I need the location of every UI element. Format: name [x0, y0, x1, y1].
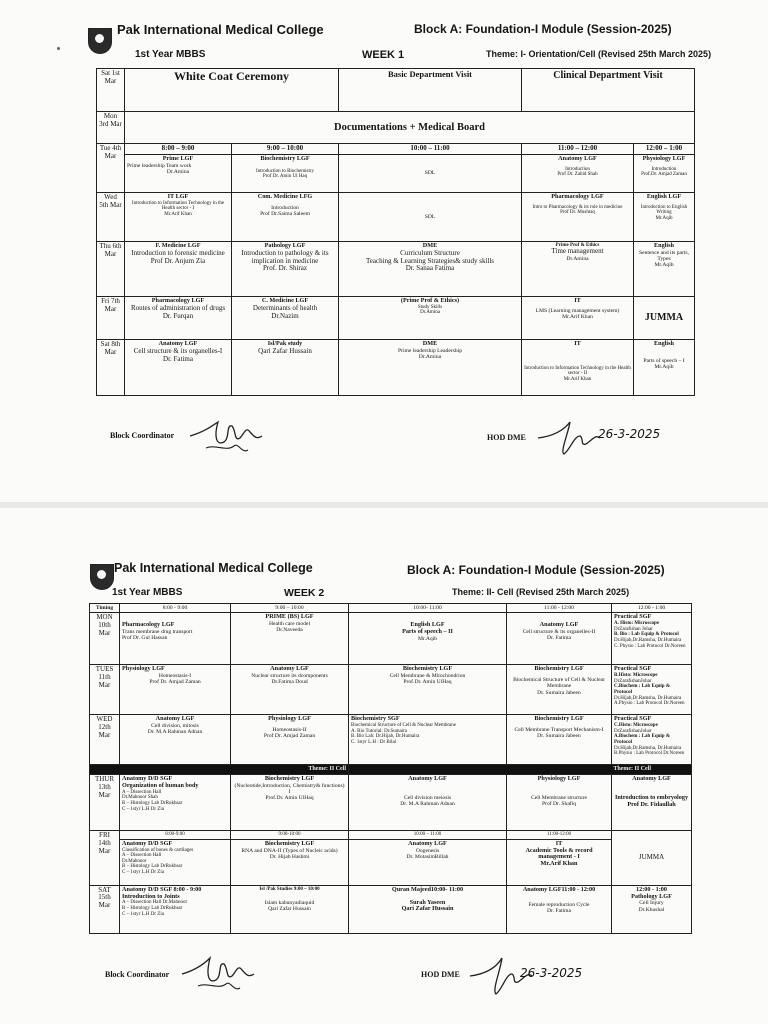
row-sat-8 — [97, 339, 695, 395]
jumma-cell: JUMMA — [634, 296, 695, 339]
row-thu — [97, 241, 695, 296]
session-cell: Quran Majeed10:00- 11:00 Surah Yaseen Qari Zafar Hussain — [349, 885, 507, 933]
theme-label: Theme: I- Orientation/Cell (Revised 25th March 2025) — [486, 49, 712, 59]
time-header: 9:00-10:00 — [231, 830, 349, 839]
session-cell: English LGF Parts of speech – II Mr.Aqib — [349, 613, 507, 665]
day-cell: Sat 8th Mar — [97, 339, 125, 395]
year-label: 1st Year MBBS — [135, 49, 206, 60]
row-fri-times — [90, 830, 692, 839]
session-cell: Physiology LGF Introduction Prof.Dr. Amjad Zaman — [634, 154, 695, 192]
day-cell: MON 10th Mar — [90, 613, 120, 665]
row-tue — [97, 154, 695, 192]
session-cell: Anatomy D/D SGF Classification of bones & cartilages A – Dissection Hall Dr.Mahnoor B – Histology Lab DrRukhsar C – 1styr L.H Dr Zia — [120, 839, 231, 885]
day-cell: FRI 14th Mar — [90, 830, 120, 885]
row-times — [90, 604, 692, 613]
signed-date: 26-3-2025 — [598, 427, 661, 441]
signed-date: 26-3-2025 — [520, 966, 583, 980]
theme-band — [90, 765, 692, 775]
session-cell: Anatomy LGF Cell structure & its organelles-I Dr. Fatima — [125, 339, 232, 395]
session-cell: F. Medicine LGF Introduction to forensic medicine Prof Dr. Anjum Zia — [125, 241, 232, 296]
time-header: 10:00 – 11:00 — [349, 830, 507, 839]
session-cell: Physiology LGF Homeostasis-II Prof Dr. Amjad Zaman — [231, 715, 349, 765]
year-label: 1st Year MBBS — [112, 587, 183, 598]
white-coat-cell: White Coat Ceremony — [125, 69, 339, 112]
time-header: 12:00 - 1:00 — [612, 604, 692, 613]
block-coordinator-label: Block Coordinator — [110, 431, 175, 440]
block-title: Block A: Foundation-I Module (Session-2025) — [414, 22, 672, 36]
day-cell: Sat 1st Mar — [97, 69, 125, 112]
session-cell: Anatomy LGF Cell division meiosis Dr. M.A Rahman Adnan — [349, 774, 507, 830]
time-header: 12:00 – 1:00 — [634, 144, 695, 155]
session-cell: Anatomy LGF Introduction to embryology Prof Dr. Fidaullah — [612, 774, 692, 830]
session-cell: Biochemistry LGF Introduction to Biochemistry Prof Dr. Amin Ul Haq — [232, 154, 339, 192]
row-sat — [90, 885, 692, 933]
session-cell: English LGF Introduction to English Writing Mr.Aqib — [634, 192, 695, 241]
session-cell: Com. Medicine LFG Introduction Prof Dr.Saima Saleem — [232, 192, 339, 241]
sdl-cell: SDL — [339, 192, 522, 241]
practical-cell: Practical SGF C.Histo: Microscope DrZarafishanJohar A.Biochem : Lab Equip & Protocol Dr.Hijab,Dr.Ramsha, Dr.Humaira B.Physio : Lab Protocol Dr.Noreen — [612, 715, 692, 765]
time-header: 10:00 – 11:00 — [339, 144, 522, 155]
session-cell: English Parts of speech – I Mr.Aqib — [634, 339, 695, 395]
row-fri — [97, 296, 695, 339]
time-header: 8:00 - 9:00 — [120, 604, 231, 613]
row-fri — [90, 839, 692, 885]
session-cell: DME Prime leadership Leadership Dr.Amina — [339, 339, 522, 395]
day-cell: Wed 5th Mar — [97, 192, 125, 241]
time-header: 9:00 – 10:00 — [232, 144, 339, 155]
day-cell: Mon 3rd Mar — [97, 112, 125, 144]
session-cell: (Prime Prof & Ethics) Study Skills Dr.Amina — [339, 296, 522, 339]
time-header: 11:00 – 12:00 — [522, 144, 634, 155]
week1-table — [96, 68, 695, 396]
theme-label: Theme: II- Cell (Revised 25th March 2025) — [452, 587, 630, 597]
session-cell: C. Medicine LGF Determinants of health Dr.Nazim — [232, 296, 339, 339]
college-name: Pak International Medical College — [117, 22, 324, 37]
timing-header: Timing — [90, 604, 120, 613]
row-wed — [90, 715, 692, 765]
row-sat-1 — [97, 69, 695, 112]
row-times — [97, 144, 695, 155]
row-mon — [90, 613, 692, 665]
session-cell: Prime LGF Prime leadership Team work Dr.Amina — [125, 154, 232, 192]
session-cell: IT Introduction to Information Technology in the Health sector - II Mr.Arif Khan — [522, 339, 634, 395]
jumma-cell: JUMMA — [612, 830, 692, 885]
session-cell: English Sentence and its parts, Types Mr.Aqib — [634, 241, 695, 296]
sdl-cell: SDL — [339, 154, 522, 192]
clinical-visit-cell: Clinical Department Visit — [522, 69, 695, 112]
session-cell: Anatomy LGF Cell division, mitosis Dr. M.A Rahman Adnan — [120, 715, 231, 765]
day-cell: WED 12th Mar — [90, 715, 120, 765]
theme-band-left: Theme: II Cell — [90, 765, 349, 775]
session-cell: Anatomy LGF Oogenesis Dr. MotasimBillah — [349, 839, 507, 885]
theme-band-right: Theme: II Cell — [349, 765, 692, 775]
week-label: WEEK 2 — [284, 587, 325, 599]
session-cell: Prime Prof & Ethics Time management Dr.Amina — [522, 241, 634, 296]
block-title: Block A: Foundation-I Module (Session-2025) — [407, 563, 665, 577]
session-cell: Biochemistry LGF (Nucleotide,Introduction, Chemistry& functions) I Prof.Dr. Amin UlHaq — [231, 774, 349, 830]
session-cell: Biochemistry LGF Cell Membrane Transport Mechanism-I Dr. Sumaira Jabeen — [507, 715, 612, 765]
session-cell: Anatomy D/D SGF 8:00 - 9:00 Introduction to Joints A – Dissection Hall Dr.Mahnoor B – Histology Lab DrRukhsar C – 1styr L.H Dr Zia — [120, 885, 231, 933]
college-name: Pak International Medical College — [114, 561, 313, 575]
day-cell: THUR 13th Mar — [90, 774, 120, 830]
week2-table — [89, 603, 692, 934]
session-cell: IT LMS (Learning management system) Mr.Arif Khan — [522, 296, 634, 339]
coordinator-signature — [178, 948, 258, 1000]
day-cell: Fri 7th Mar — [97, 296, 125, 339]
time-header: 8:00-9:00 — [120, 830, 231, 839]
row-thu — [90, 774, 692, 830]
session-cell: Pharmacology LGF Trans membrane drug transport Prof Dr. Gul Hassan — [120, 613, 231, 665]
session-cell: Biochemistry LGF Cell Membrane & Mitochondrion Prof.Dr. Amin UlHaq — [349, 665, 507, 715]
day-cell: TUES 11th Mar — [90, 665, 120, 715]
session-cell: Isl /Pak Studies 9:00 – 10:00 Islam kabunyadiaquid Qari Zafar Hussain — [231, 885, 349, 933]
session-cell: Pharmacology LGF Routes of administration of drugs Dr. Furqan — [125, 296, 232, 339]
hod-dme-label: HOD DME — [487, 433, 526, 442]
basic-visit-cell: Basic Department Visit — [339, 69, 522, 112]
hod-signature — [534, 414, 604, 460]
session-cell: Pharmacology LGF Intro to Pharmacology & its role in medicine Prof Dr. Mushtaq — [522, 192, 634, 241]
session-cell: Physiology LGF Homeostasis-I Prof Dr. Amjad Zaman — [120, 665, 231, 715]
session-cell: Anatomy LGF Introduction Prof Dr. Zahid Shah — [522, 154, 634, 192]
college-logo — [88, 28, 112, 54]
session-cell: Biochemistry LGF RNA and DNA-II (Types of Nucleic acids) Dr. Hijab Hashmi — [231, 839, 349, 885]
week-label: WEEK 1 — [362, 49, 405, 61]
session-cell: DME Curriculum Structure Teaching & Learning Strategies& study skills Dr. Sanaa Fatima — [339, 241, 522, 296]
coordinator-signature — [186, 412, 266, 462]
session-cell: 12:00 - 1:00 Pathology LGF Cell Injury Dr.Khushal — [612, 885, 692, 933]
session-cell: Anatomy LGF11:00 - 12:00 Female reproduction Cycle Dr. Fatima — [507, 885, 612, 933]
session-cell: IT Academic Tools & record management - I Mr.Arif Khan — [507, 839, 612, 885]
row-mon-3 — [97, 112, 695, 144]
documentation-cell: Documentations + Medical Board — [125, 112, 695, 144]
session-cell: Biochemistry LGF Biochemical Structure of Cell & Nuclear Membrane Dr. Sumaira Jabeen — [507, 665, 612, 715]
timetable-sheet-week2 — [0, 508, 768, 1024]
punch-hole — [57, 47, 60, 50]
session-cell: PRIME (BS) LGF Health care model Dr.Naveeda — [231, 613, 349, 665]
session-cell: Pathology LGF Introduction to pathology & its implication in medicine Prof. Dr. Shiraz — [232, 241, 339, 296]
session-cell: Anatomy D/D SGF Organization of human body A – Dissection Hall Dr.Mahnoor Shah B – Histology Lab DrRukhsar C – 1styr L.H Dr Zia — [120, 774, 231, 830]
session-cell: Anatomy LGF Nuclear structure its dcomponents Dr.Fatima Doud — [231, 665, 349, 715]
college-logo — [90, 564, 114, 590]
day-cell: Tue 4th Mar — [97, 144, 125, 193]
session-cell: IT LGF Introduction to Information Technology in the Health sector - I Mr.Arif Khan — [125, 192, 232, 241]
session-cell: Physiology LGF Cell Membrane structure Prof Dr. Shafiq — [507, 774, 612, 830]
time-header: 10:00- 11:00 — [349, 604, 507, 613]
practical-cell: Practical SGF A. Histo: Microscope DrZarafishan Johar B. Bio : Lab Equip & Protocol Dr.Hijab,Dr.Ramsha, Dr.Humaira C. Physio : Lab Protocol Dr.Noreen — [612, 613, 692, 665]
session-cell: Isl/Pak study Qari Zafar Hussain — [232, 339, 339, 395]
session-cell: Biochemistry SGF Biochemical Structure of Cell & Nuclear Membrane A. Bio Tutorial: Dr.Sumaira B. Bio Lab: Dr.Hijab, Dr.Humaira C. 1styr L.H : Dr Bilal — [349, 715, 507, 765]
time-header: 11:00 - 12:00 — [507, 604, 612, 613]
session-cell: Anatomy LGF Cell structure & its organelles-II Dr. Fatima — [507, 613, 612, 665]
timetable-sheet-week1 — [0, 0, 768, 502]
hod-dme-label: HOD DME — [421, 970, 460, 979]
time-header: 11:00-12:00 — [507, 830, 612, 839]
time-header: 9:00 – 10:00 — [231, 604, 349, 613]
day-cell: Thu 6th Mar — [97, 241, 125, 296]
row-tue — [90, 665, 692, 715]
practical-cell: Practical SGF B.Histo: Microscope DrZarafishanJohar C.Biochem : Lab Equip & Protocol Dr.Hijab,Dr.Ramsha, Dr.Humaira A.Physio : Lab Protocol Dr.Noreen — [612, 665, 692, 715]
row-wed — [97, 192, 695, 241]
block-coordinator-label: Block Coordinator — [105, 970, 170, 979]
day-cell: SAT 15th Mar — [90, 885, 120, 933]
time-header: 8:00 – 9:00 — [125, 144, 232, 155]
